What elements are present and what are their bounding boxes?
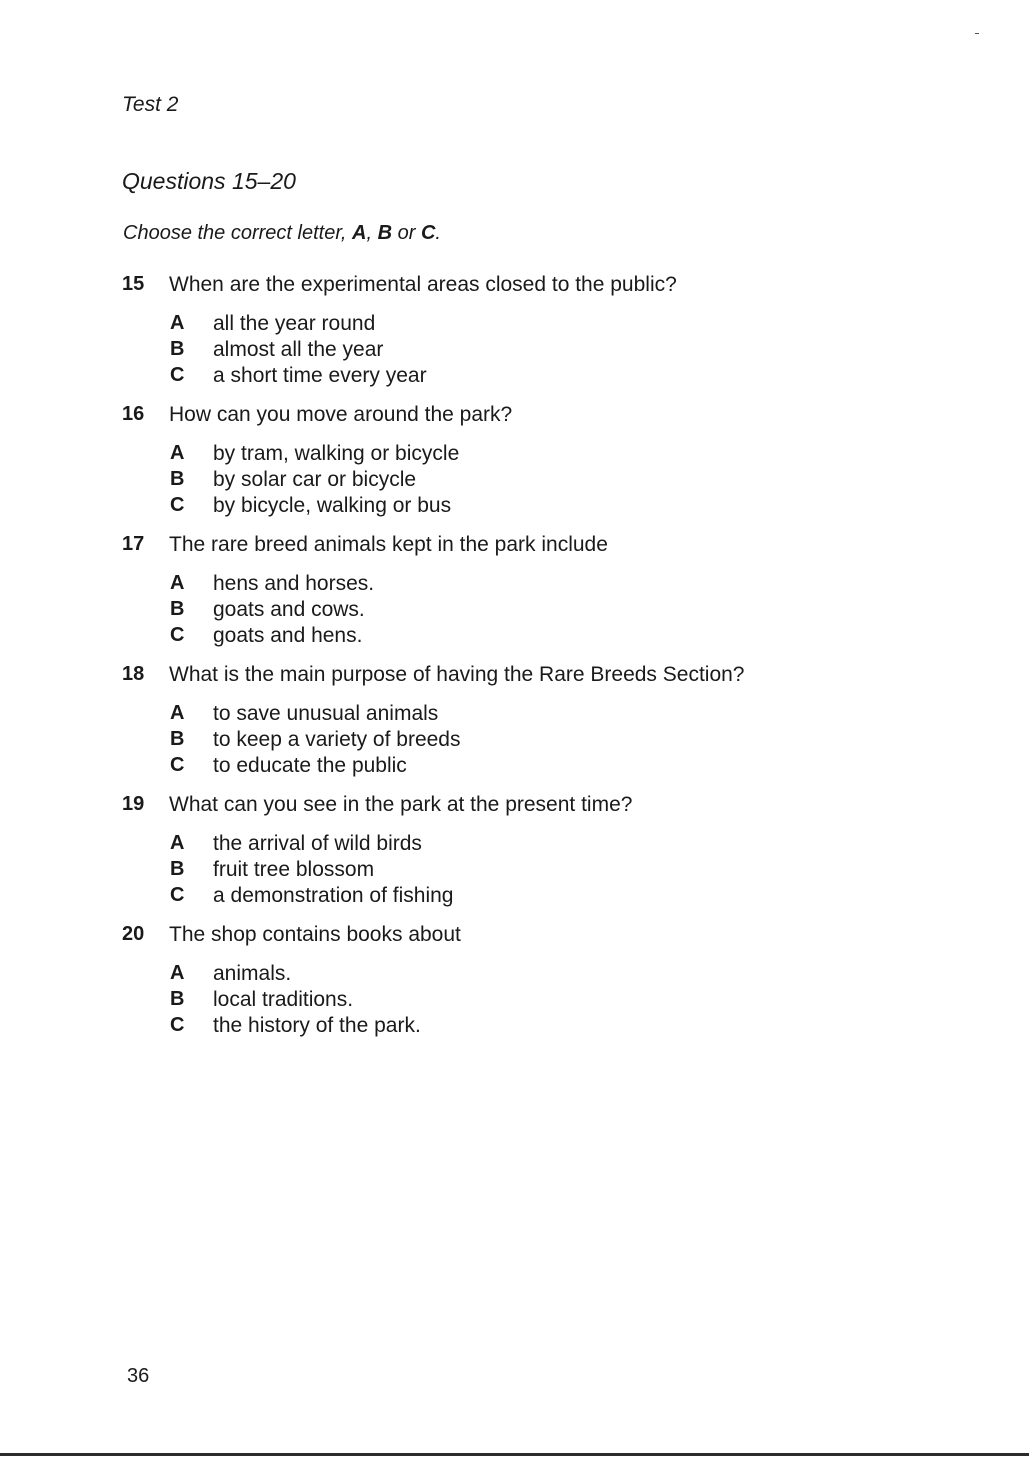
- instruction-sep2: or: [392, 222, 421, 244]
- instruction-letter-b: B: [377, 222, 393, 244]
- question-text: How can you move around the park?: [169, 403, 513, 426]
- option-letter: B: [170, 338, 185, 360]
- question-text: The rare breed animals kept in the park include: [169, 533, 608, 556]
- option-text: to keep a variety of breeds: [213, 728, 461, 751]
- option-text: fruit tree blossom: [213, 858, 375, 881]
- option-letter: C: [170, 754, 185, 776]
- instruction-suffix: .: [435, 222, 441, 244]
- question-number: 18: [122, 663, 145, 685]
- test-header: Test 2: [122, 93, 179, 116]
- option-text: to educate the public: [213, 754, 407, 777]
- option-letter: A: [170, 962, 185, 984]
- option-letter: A: [170, 572, 185, 594]
- option-letter: A: [170, 702, 185, 724]
- question-number: 15: [122, 273, 145, 295]
- option-letter: B: [170, 988, 185, 1010]
- option-text: the history of the park.: [213, 1014, 421, 1037]
- option-letter: C: [170, 1014, 185, 1036]
- option-text: by tram, walking or bicycle: [213, 442, 460, 465]
- question-text: What can you see in the park at the present time?: [169, 793, 633, 816]
- option-letter: B: [170, 728, 185, 750]
- option-letter: C: [170, 494, 185, 516]
- option-text: by bicycle, walking or bus: [213, 494, 452, 517]
- option-text: the arrival of wild birds: [213, 832, 422, 855]
- option-letter: B: [170, 468, 185, 490]
- option-text: a demonstration of fishing: [213, 884, 454, 907]
- section-title: Questions 15–20: [122, 168, 296, 194]
- option-letter: B: [170, 598, 185, 620]
- option-text: goats and cows.: [213, 598, 365, 621]
- question-number: 20: [122, 923, 145, 945]
- question-17: [122, 533, 942, 663]
- option-text: local traditions.: [213, 988, 354, 1011]
- option-text: all the year round: [213, 312, 376, 335]
- question-number: 16: [122, 403, 145, 425]
- instruction-sep1: ,: [366, 222, 378, 244]
- question-text: What is the main purpose of having the Rare Breeds Section?: [169, 663, 745, 686]
- option-text: a short time every year: [213, 364, 427, 387]
- option-letter: C: [170, 624, 185, 646]
- scan-speck: [975, 33, 979, 34]
- instruction-prefix: Choose the correct letter,: [123, 222, 353, 244]
- question-list: [122, 273, 942, 1053]
- question-text: The shop contains books about: [169, 923, 461, 946]
- option-text: by solar car or bicycle: [213, 468, 417, 491]
- question-16: [122, 403, 942, 533]
- question-15: [122, 273, 942, 403]
- question-20: [122, 923, 942, 1053]
- question-18: [122, 663, 942, 793]
- option-letter: A: [170, 312, 185, 334]
- question-number: 17: [122, 533, 145, 555]
- option-text: hens and horses.: [213, 572, 375, 595]
- option-text: animals.: [213, 962, 292, 985]
- option-text: goats and hens.: [213, 624, 363, 647]
- question-number: 19: [122, 793, 145, 815]
- bottom-rule: [0, 1453, 1029, 1456]
- question-19: [122, 793, 942, 923]
- option-letter: A: [170, 832, 185, 854]
- question-text: When are the experimental areas closed to the public?: [169, 273, 677, 296]
- option-letter: C: [170, 884, 185, 906]
- option-letter: C: [170, 364, 185, 386]
- instruction: [123, 222, 441, 245]
- option-text: to save unusual animals: [213, 702, 439, 725]
- option-text: almost all the year: [213, 338, 384, 361]
- page-number: 36: [127, 1365, 150, 1387]
- instruction-letter-a: A: [352, 222, 367, 244]
- option-letter: A: [170, 442, 185, 464]
- instruction-letter-c: C: [420, 222, 436, 244]
- option-letter: B: [170, 858, 185, 880]
